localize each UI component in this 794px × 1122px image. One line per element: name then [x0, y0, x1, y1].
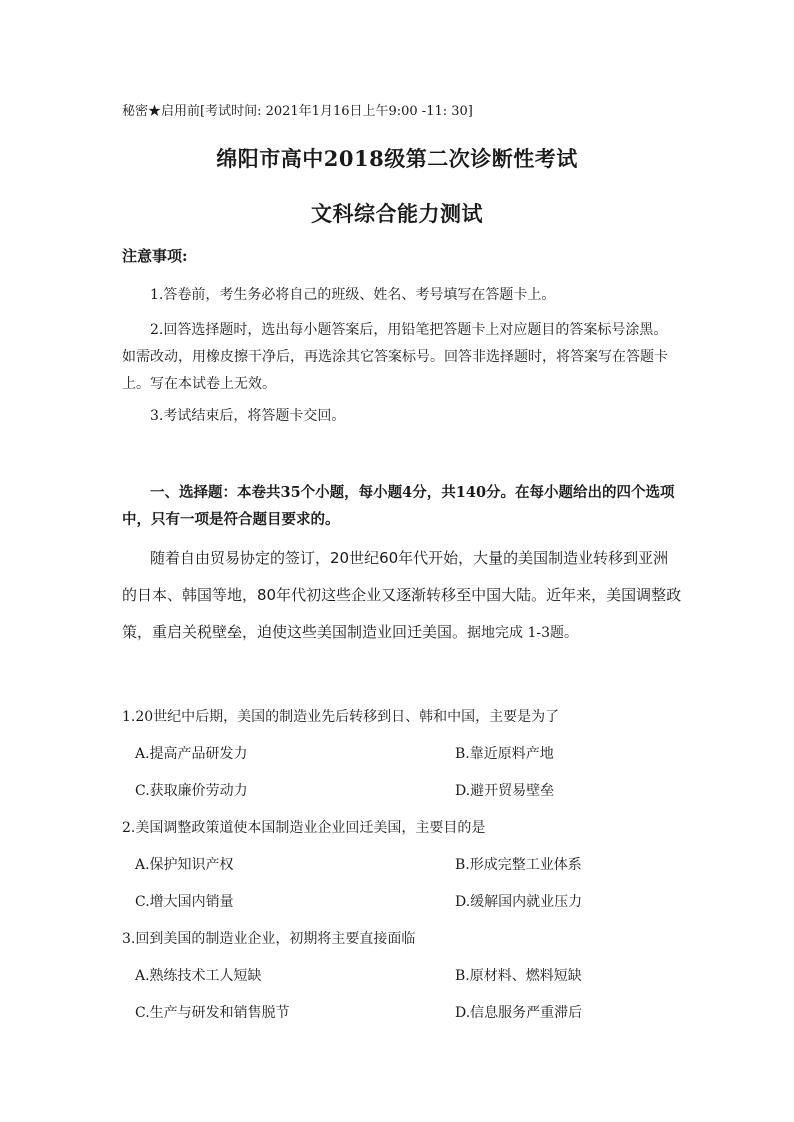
question-2-option-c: C.增大国内销量 [135, 894, 234, 910]
question-1-option-a: A.提高产品研发力 [135, 746, 248, 762]
reading-material [122, 540, 682, 652]
question-3-option-c: C.生产与研发和销售脱节 [135, 1005, 290, 1021]
question-2-option-d: D.缓解国内就业压力 [455, 894, 583, 910]
material-text: 随着自由贸易协定的签订，20世纪60年代开始，大量的美国制造业转移到亚洲的日本、韩国等地，80年代初这些企业又逐渐转移至中国大陆。近年来，美国调整政策，重启关税壁垒，迫使这些美国制造业回迁美国。 [122, 549, 682, 641]
notice-item-1: 1.答卷前，考生务必将自己的班级、姓名、考号填写在答题卡上。 [150, 287, 556, 303]
question-3-option-d: D.信息服务严重滞后 [455, 1005, 583, 1021]
question-2-stem: 2.美国调整政策道使本国制造业企业回迁美国，主要目的是 [122, 820, 486, 836]
question-2-option-a: A.保护知识产权 [135, 857, 234, 873]
question-2-option-b: B.形成完整工业体系 [455, 857, 582, 873]
notice-item-3: 3.考试结束后，将答题卡交回。 [150, 408, 346, 424]
question-1-option-c: C.获取廉价劳动力 [135, 783, 248, 799]
question-1-option-d: D.避开贸易壁垒 [455, 783, 555, 799]
notice-item-2: 2.回答选择题时，选出每小题答案后，用铅笔把答题卡上对应题目的答案标号涂黑。如需改动，用橡皮擦干净后，再选涂其它答案标号。回答非选择题时，将答案写在答题卡上。写在本试卷上无效。 [122, 322, 668, 392]
notice-heading: 注意事项: [122, 247, 188, 265]
exam-time-note: 秘密★启用前[考试时间: 2021年1月16日上午9:00 -11: 30] [122, 104, 473, 119]
question-1-stem: 1.20世纪中后期，美国的制造业先后转移到日、韩和中国，主要是为了 [122, 709, 560, 725]
exam-subtitle: 文科综合能力测试 [311, 201, 483, 226]
question-3-option-b: B.原材料、燃料短缺 [455, 968, 582, 984]
question-1-option-b: B.靠近原料产地 [455, 746, 554, 762]
question-3-option-a: A.熟练技术工人短缺 [135, 968, 262, 984]
section-heading: 一、选择题：本卷共35个小题，每小题4分，共140分。在每小题给出的四个选项中，只有一项是符合题目要求的。 [122, 484, 675, 528]
material-instruction: 据地完成 1-3题。 [467, 625, 579, 641]
question-3-stem: 3.回到美国的制造业企业，初期将主要直接面临 [122, 931, 416, 947]
exam-title: 绵阳市高中2018级第二次诊断性考试 [216, 146, 578, 171]
